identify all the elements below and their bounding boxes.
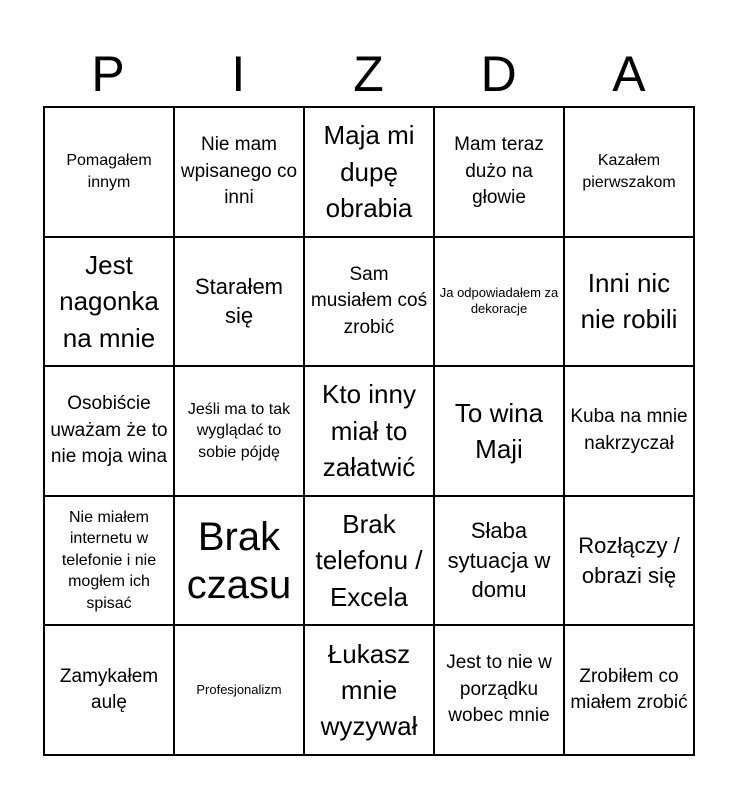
header-letter-d: D [480,46,517,102]
bingo-cell[interactable] [174,237,304,367]
bingo-cell[interactable] [174,366,304,496]
header-letter-z: Z [353,46,384,102]
cell-text: Zamykałem aulę [59,665,159,714]
bingo-cell[interactable] [44,107,174,237]
cell-text: Osobiście uważam że to nie moja wina [50,393,168,468]
cell-text: Jest to nie w porządku wobec mnie [446,652,552,727]
cell-text: Profesjonalizm [196,681,282,697]
cell-text: Sam musiałem coś zrobić [310,263,428,338]
cell-text: Pomagałem innym [66,152,152,191]
cell-text: Jeśli ma to tak wyglądać to sobie pójdę [187,400,291,461]
bingo-cell[interactable] [564,625,694,755]
cell-text: Brak telefonu / Excela [315,509,423,612]
bingo-cell[interactable] [304,625,434,755]
bingo-cell[interactable] [304,107,434,237]
cell-text: Zrobiłem co miałem zrobić [570,665,688,714]
bingo-cell[interactable] [434,496,564,626]
cell-text: Nie miałem internetu w telefonie i nie mogłem ich spisać [61,508,157,612]
cell-text: Kuba na mnie nakrzyczał [570,406,688,454]
bingo-cell[interactable] [564,366,694,496]
cell-text: Kazałem pierwszakom [582,152,676,191]
bingo-cell[interactable] [174,107,304,237]
bingo-cell[interactable] [44,496,174,626]
bingo-cell[interactable] [174,496,304,626]
bingo-cell[interactable] [564,496,694,626]
header-letter-i: I [231,46,246,102]
cell-text: Łukasz mnie wyzywał [320,638,418,742]
cell-text: Maja mi dupę obrabia [323,120,415,223]
cell-text: Jest nagonka na mnie [59,249,159,353]
cell-text: Brak czasu [186,514,292,607]
bingo-cell[interactable] [434,625,564,755]
cell-text: Słaba sytuacja w domu [447,518,551,603]
bingo-cell[interactable] [174,625,304,755]
header-letter-a: A [612,46,646,102]
bingo-cell[interactable] [304,366,434,496]
bingo-board [43,106,695,756]
cell-text: Nie mam wpisanego co inni [180,133,298,209]
cell-text: Inni nic nie robili [580,268,678,335]
bingo-cell[interactable] [44,366,174,496]
cell-text: Mam teraz dużo na głowie [454,133,544,209]
bingo-cell[interactable] [434,107,564,237]
bingo-cell[interactable] [434,237,564,367]
bingo-cell[interactable] [44,625,174,755]
bingo-cell[interactable] [304,496,434,626]
bingo-cell[interactable] [44,237,174,367]
cell-text: Rozłączy / obrazi się [578,532,680,588]
header-letter-p: P [91,46,125,102]
bingo-cell[interactable] [564,107,694,237]
cell-text: To wina Maji [454,397,544,464]
bingo-cell[interactable] [304,237,434,367]
bingo-cell[interactable] [434,366,564,496]
cell-text: Kto inny miał to załatwić [322,379,416,483]
bingo-header [43,42,694,106]
cell-text: Starałem się [194,273,284,329]
cell-text: Ja odpowiadałem za dekoracje [439,284,559,317]
bingo-cell[interactable] [564,237,694,367]
